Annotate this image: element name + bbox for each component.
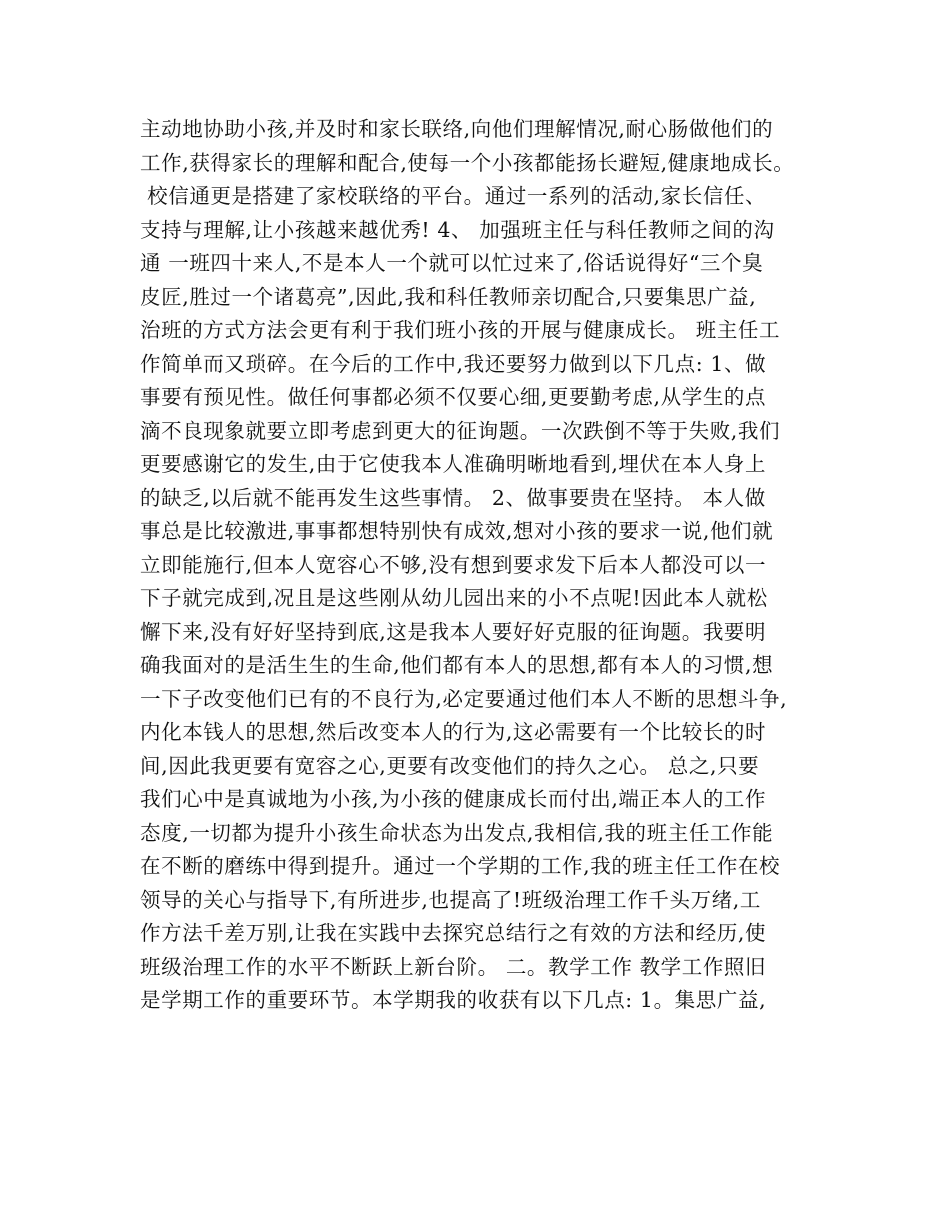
text-line: 下子就完成到,况且是这些刚从幼儿园出来的小不点呢!因此本人就松 xyxy=(140,586,768,610)
text-line: 领导的关心与指导下,有所进步,也提高了!班级治理工作千头万绪,工 xyxy=(140,887,761,912)
text-line: 作简单而又琐碎。在今后的工作中,我还要努力做到以下几点: 1、做 xyxy=(140,351,767,376)
text-line: 校信通更是搭建了家校联络的平台。通过一系列的活动,家长信任、 xyxy=(140,184,767,208)
text-line: 作方法千差万别,让我在实践中去探究总结行之有效的方法和经历,使 xyxy=(140,921,767,945)
text-line: 懈下来,没有好好坚持到底,这是我本人要好好克服的征询题。我要明 xyxy=(140,619,767,644)
text-line: 皮匠,胜过一个诸葛亮”,因此,我和科任教师亲切配合,只要集思广益, xyxy=(140,284,757,309)
text-line: 班级治理工作的水平不断跃上新台阶。 二。教学工作 教学工作照旧 xyxy=(140,954,767,979)
text-line: 滴不良现象就要立即考虑到更大的征询题。一次跌倒不等于失败,我们 xyxy=(140,418,781,443)
text-line: 一下子改变他们已有的不良行为,必定要通过他们本人不断的思想斗争, xyxy=(140,686,788,711)
text-line: 我们心中是真诚地为小孩,为小孩的健康成长而付出,端正本人的工作 xyxy=(140,787,767,811)
text-line: 确我面对的是活生生的生命,他们都有本人的思想,都有本人的习惯,想 xyxy=(140,653,774,677)
text-line: 事要有预见性。做任何事都必须不仅要心细,更要勤考虑,从学生的点 xyxy=(140,385,767,409)
text-line: 治班的方式方法会更有利于我们班小孩的开展与健康成长。 班主任工 xyxy=(140,318,781,342)
text-line: 通 一班四十来人,不是本人一个就可以忙过来了,俗话说得好“三个臭 xyxy=(140,251,764,275)
text-line: 主动地协助小孩,并及时和家长联络,向他们理解情况,耐心肠做他们的 xyxy=(140,117,774,141)
text-line: 支持与理解,让小孩越来越优秀! 4、 加强班主任与科任教师之间的沟 xyxy=(140,217,775,242)
text-line: 事总是比较激进,事事都想特别快有成效,想对小孩的要求一说,他们就 xyxy=(140,519,774,543)
text-line: 内化本钱人的思想,然后改变本人的行为,这必需要有一个比较长的时 xyxy=(140,720,767,744)
text-line: 立即能施行,但本人宽容心不够,没有想到要求发下后本人都没可以一 xyxy=(140,552,767,577)
text-line: 间,因此我更要有宽容之心,更要有改变他们的持久之心。 总之,只要 xyxy=(140,753,760,778)
text-line: 是学期工作的重要环节。本学期我的收获有以下几点: 1。集思广益, xyxy=(140,988,767,1012)
text-line: 的缺乏,以后就不能再发生这些事情。 2、做事要贵在坚持。 本人做 xyxy=(140,485,766,510)
text-line: 工作,获得家长的理解和配合,使每一个小孩都能扬长避短,健康地成长。 xyxy=(140,150,795,175)
text-line: 更要感谢它的发生,由于它使我本人准确明晰地看到,埋伏在本人身上 xyxy=(140,452,767,476)
text-line: 态度,一切都为提升小孩生命状态为出发点,我相信,我的班主任工作能 xyxy=(140,820,774,845)
body-text xyxy=(140,113,840,1018)
text-line: 在不断的磨练中得到提升。通过一个学期的工作,我的班主任工作在校 xyxy=(140,854,781,878)
